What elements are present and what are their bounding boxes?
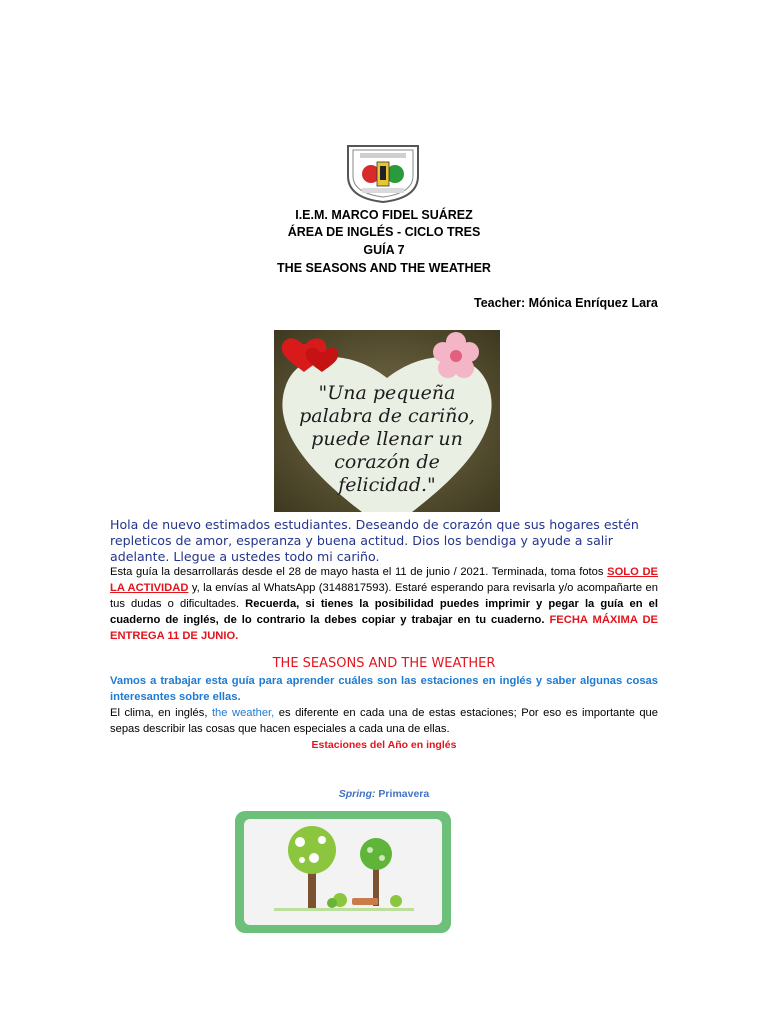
area-title: ÁREA DE INGLÉS - CICLO TRES [287, 225, 481, 239]
guide-number: GUÍA 7 [363, 243, 405, 257]
instructions-highlight: SOLO DE LA ACTIVIDAD [110, 566, 658, 594]
greeting-line-1: Hola de nuevo estimados estudiantes. Deseando de corazón que sus hogares estén [110, 517, 639, 532]
weather-text-2: es diferente en cada una de estas estaciones; Por eso es importante que sepas describir las cosas que hacen especiales a cada una de ellas. [110, 707, 658, 735]
instructions-text-1: Esta guía la desarrollarás desde el 28 de mayo hasta el 11 de junio / 2021. Terminada, toma fotos [110, 566, 608, 578]
instructions-paragraph [110, 564, 658, 644]
spring-spanish: Primavera [375, 788, 430, 800]
instructions-reminder: Recuerda, si tienes la posibilidad puedes imprimir y pegar la guía en el cuaderno de inglés, de lo contrario la debes copiar y trabajar en tu cuaderno. [110, 598, 659, 626]
quote-line-2: palabra de cariño, [299, 405, 475, 427]
quote-image [274, 330, 500, 512]
teacher-name: Teacher: Mónica Enríquez Lara [474, 296, 658, 310]
seasons-subtitle: Estaciones del Año en inglés [311, 739, 457, 751]
greeting-line-3: adelante. Llegue a ustedes todo mi cariño. [110, 549, 380, 564]
guide-topic: THE SEASONS AND THE WEATHER [277, 261, 491, 275]
weather-paragraph [110, 705, 658, 737]
section-title: THE SEASONS AND THE WEATHER [272, 656, 496, 671]
greeting-line-2: repleticos de amor, esperanza y buena actitud. Dios los bendiga y ayude a salir [110, 533, 613, 548]
weather-text-1: El clima, en inglés, [110, 707, 212, 719]
instructions-deadline: FECHA MÁXIMA DE ENTREGA 11 DE JUNIO. [110, 614, 658, 642]
quote-line-5: felicidad." [338, 474, 436, 496]
spring-illustration [234, 810, 452, 934]
school-logo [344, 142, 422, 204]
quote-line-4: corazón de [334, 451, 440, 473]
instructions-text-2: y, la envías al WhatsApp (3148817593). Estaré esperando para revisarla y/o acompañarte en tus dudas o dificultades. [110, 582, 658, 610]
quote-line-3: puede llenar un [311, 428, 463, 450]
spring-label [0, 788, 768, 800]
weather-term: the weather, [211, 707, 275, 719]
quote-line-1: "Una pequeña [318, 382, 456, 404]
section-intro: Vamos a trabajar esta guía para aprender cuáles son las estaciones en inglés y saber algunas cosas interesantes sobre ellas. [110, 675, 658, 703]
school-name: I.E.M. MARCO FIDEL SUÁREZ [295, 208, 473, 222]
spring-english: Spring: [338, 788, 376, 800]
greeting [110, 517, 670, 565]
